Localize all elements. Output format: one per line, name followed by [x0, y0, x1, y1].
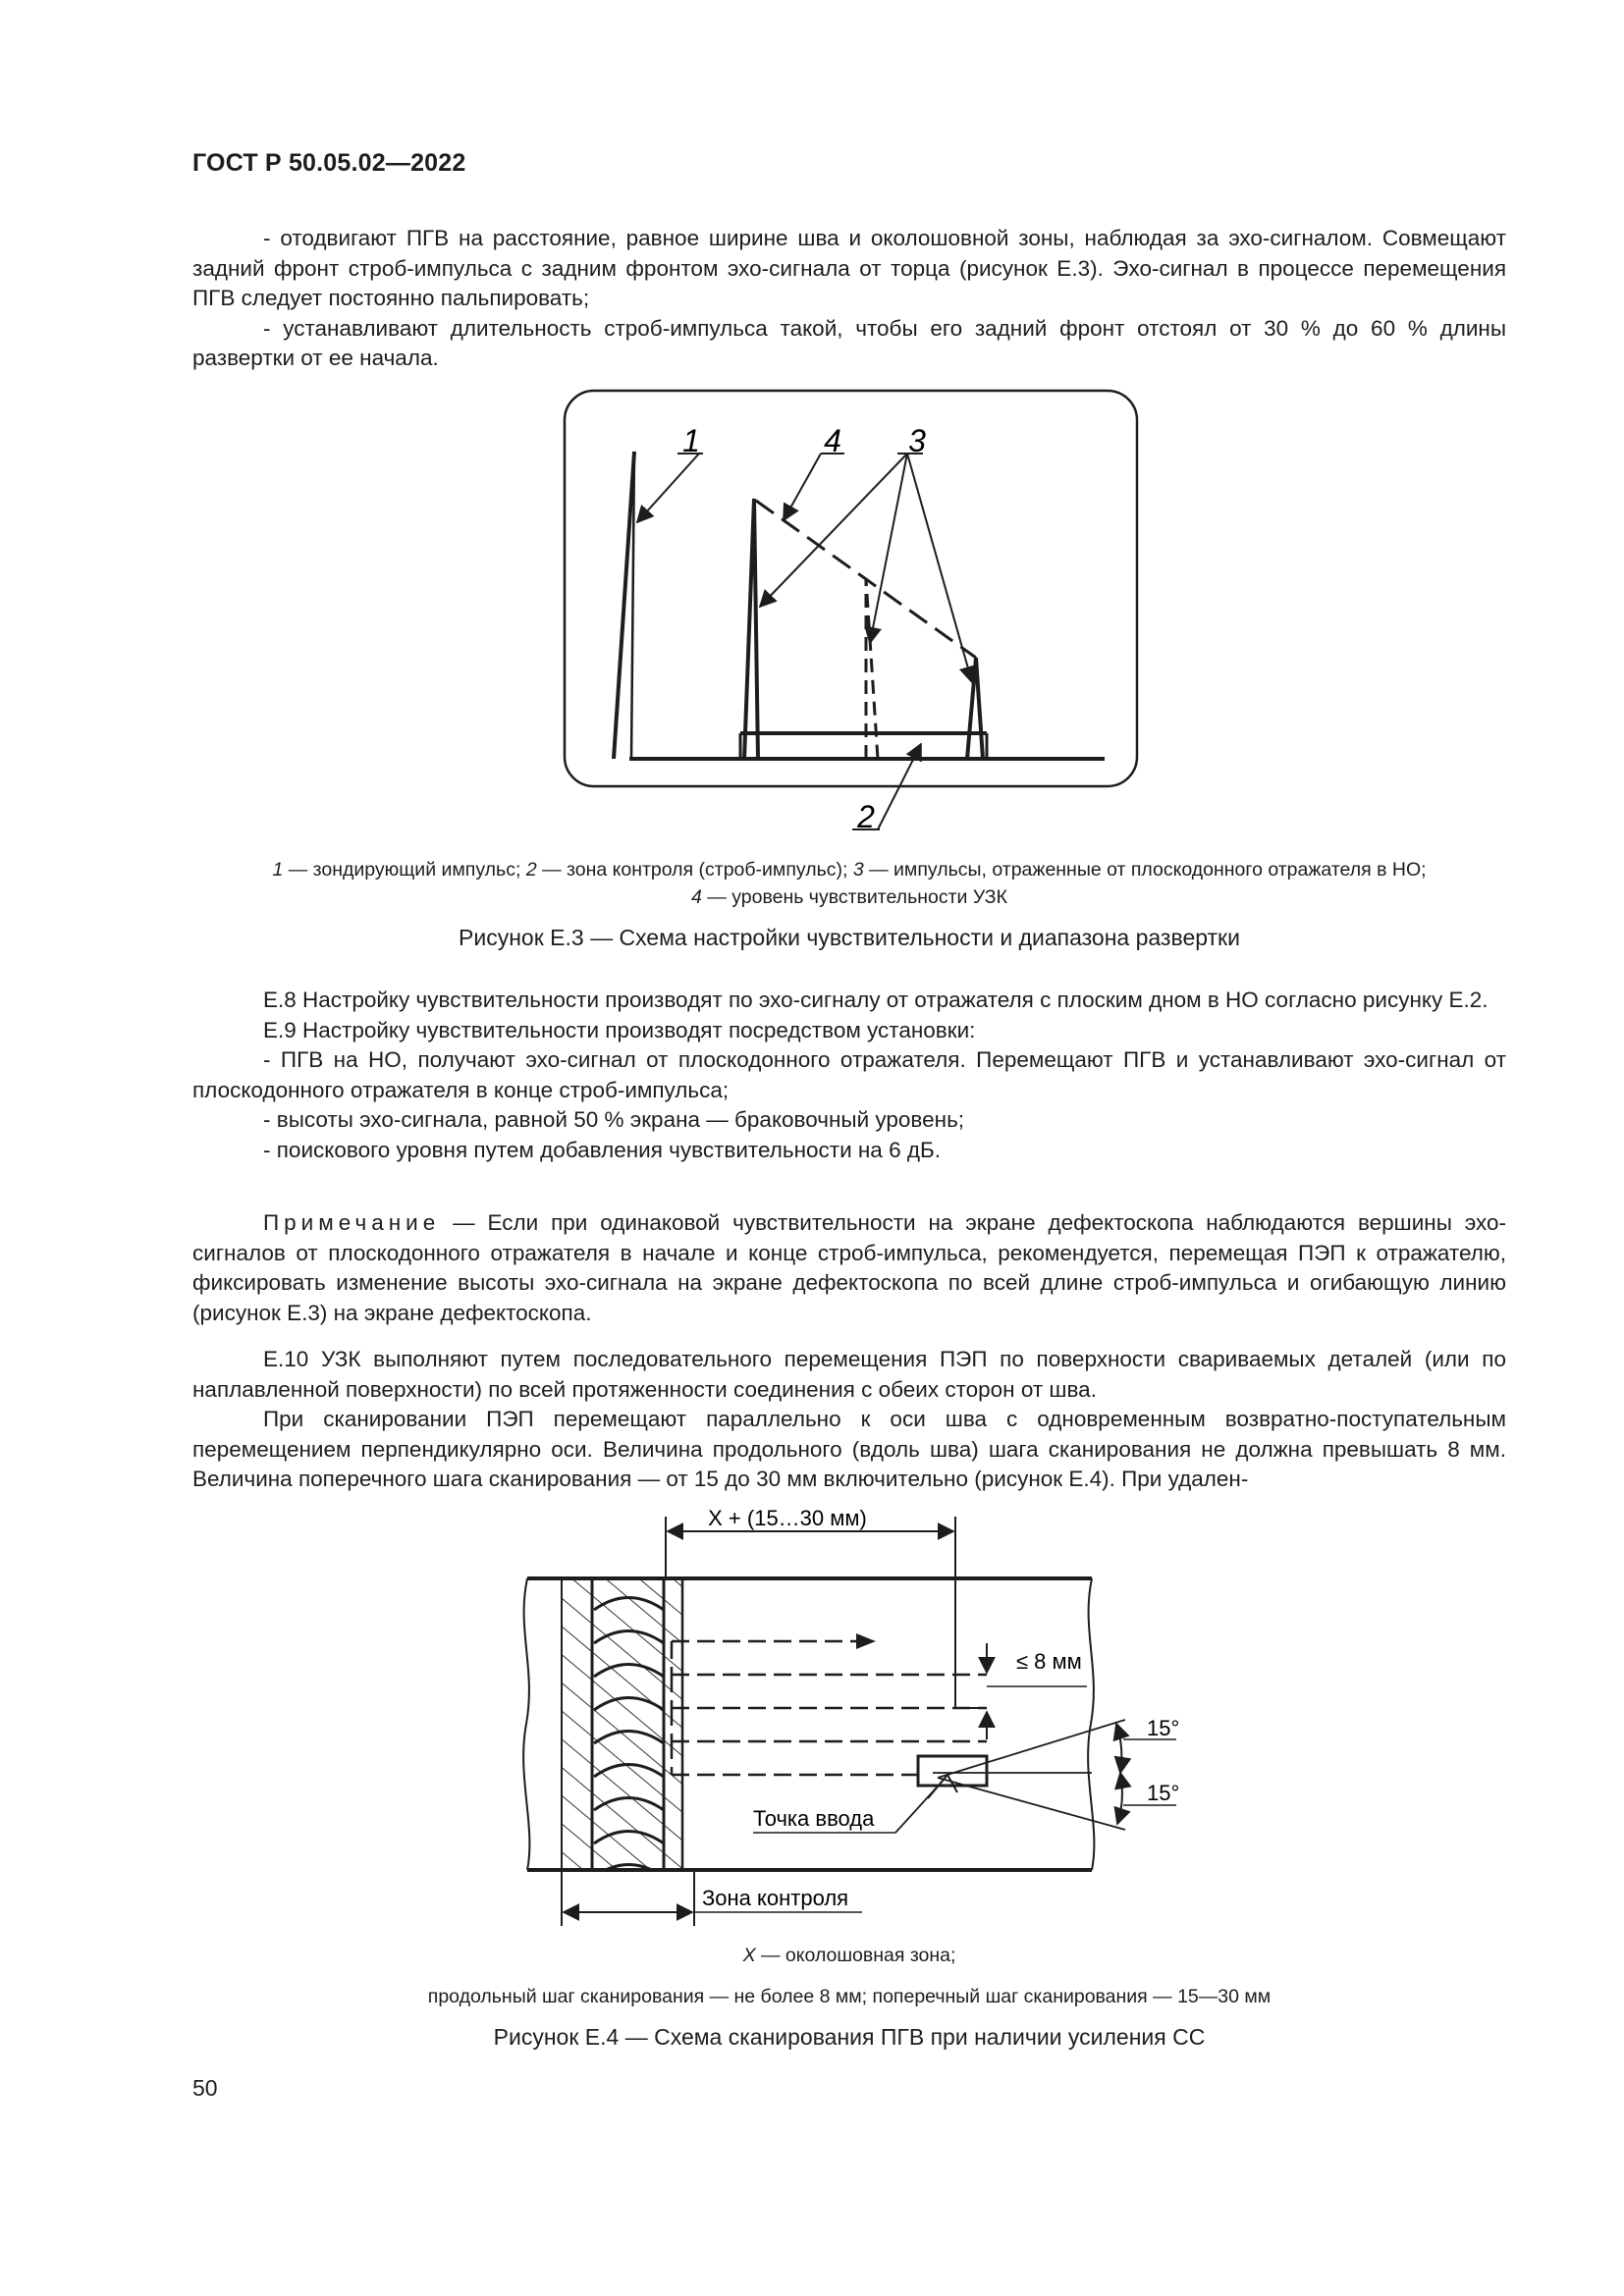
leader-3b [870, 454, 907, 643]
beam-upper [938, 1720, 1125, 1778]
zone-label: Зона контроля [702, 1886, 849, 1910]
legend-line: X — околошовная зона; [742, 1945, 956, 1966]
paragraph: - ПГВ на НО, получают эхо-сигнал от плоскодонного отражателя. Перемещают ПГВ и устанавливают эхо-сигнал от плоскодонного отражателя в конце строб-импульса; [192, 1047, 1506, 1102]
entry-point-label: Точка ввода [753, 1806, 875, 1831]
note-paragraph [192, 1208, 1506, 1328]
figure-e3-caption: Рисунок Е.3 — Схема настройки чувствительности и диапазона развертки [459, 925, 1240, 950]
figure-e4 [0, 1492, 1624, 1983]
dimension-label: X + (15…30 мм) [708, 1506, 867, 1530]
figure-e3 [0, 0, 1624, 883]
angle-top-label: 15° [1147, 1716, 1180, 1740]
paragraph: - высоты эхо-сигнала, равной 50 % экрана — браковочный уровень; [263, 1107, 965, 1133]
paragraph: Е.9 Настройку чувствительности производят посредством установки: [263, 1017, 976, 1042]
plate-break-left [523, 1578, 529, 1870]
note [192, 1208, 1506, 1328]
figure-e4-legend-steps: продольный шаг сканирования — не более 8 мм; поперечный шаг сканирования — 15—30 мм [427, 1986, 1272, 2007]
figure-e4-caption: Рисунок Е.4 — Схема сканирования ПГВ при наличии усиления СС [493, 2024, 1206, 2050]
note-text: — Если при одинаковой чувствительности на экране дефектоскопа наблюдаются вершины эхо-сигналов от плоскодонного отражателя в начале и конце строб-импульса, рекомендуется, перемещая ПЭП к отражателю, фиксировать изменение высоты эхо-сигнала на экране дефектоскопа по всей длине строб-импульса и огибающую линию (рисунок Е.3) на экране дефектоскопа. [192, 1210, 1506, 1325]
leader-3c [907, 454, 972, 682]
leader-4 [784, 454, 821, 520]
paragraph: Е.10 УЗК выполняют путем последовательного перемещения ПЭП по поверхности свариваемых деталей (или по наплавленной поверхности) по всей протяженности соединения с обеих сторон от шва. [192, 1347, 1506, 1402]
legend-line: 4 — уровень чувствительности УЗК [691, 886, 1007, 908]
paragraph: - поискового уровня путем добавления чувствительности на 6 дБ. [263, 1137, 941, 1162]
section-e10 [192, 1345, 1506, 1495]
leader-3a [760, 454, 907, 607]
document-header: ГОСТ Р 50.05.02—2022 [192, 149, 466, 177]
label-2: 2 [857, 799, 875, 834]
label-4: 4 [824, 423, 841, 458]
plate-break-right [1088, 1578, 1094, 1870]
paragraph: Е.8 Настройку чувствительности производят по эхо-сигналу от отражателя с плоским дном в НО согласно рисунку Е.2. [263, 988, 1489, 1012]
label-1: 1 [682, 423, 700, 458]
beam-lower [938, 1778, 1125, 1830]
leader-1 [637, 454, 699, 522]
heat-affected-zone [562, 1578, 592, 1870]
oscilloscope-screen-frame [565, 391, 1137, 786]
weld-bead [592, 1578, 664, 1877]
scan-direction-arrow [856, 1633, 876, 1649]
angle-arc [1116, 1724, 1121, 1773]
page-number: 50 [192, 2075, 218, 2101]
figure-e4-legend [192, 1942, 1506, 1969]
echo-pulse-start [744, 499, 758, 759]
note-label: Примечание [263, 1210, 441, 1235]
angle-bottom-label: 15° [1147, 1781, 1180, 1805]
step-label: ≤ 8 мм [1016, 1649, 1082, 1674]
paragraph: - устанавливают длительность строб-импульса такой, чтобы его задний фронт отстоял от 30 % до 60 % длины развертки от ее начала. [192, 315, 1506, 371]
legend-line: 1 — зондирующий импульс; 2 — зона контроля (строб-импульс); 3 — импульсы, отраженные от плоскодонного отражателя в НО; [272, 859, 1427, 881]
section-e8-e9 [192, 986, 1506, 1166]
paragraph: - отодвигают ПГВ на расстояние, равное ширине шва и околошовной зоны, наблюдая за эхо-сигналом. Совмещают задний фронт строб-импульса с задним фронтом эхо-сигнала от торца (рисунок Е.3). Эхо-сигнал в процессе перемещения ПГВ следует постоянно пальпировать; [192, 226, 1506, 311]
figure-e3-legend [192, 856, 1506, 911]
label-3: 3 [908, 423, 926, 458]
paragraph: При сканировании ПЭП перемещают параллельно к оси шва с одновременным возвратно-поступательным перемещением перпендикулярно оси. Величина продольного (вдоль шва) шага сканирования не должна превышать 8 мм. Величина поперечного шага сканирования — от 15 до 30 мм включительно (рисунок Е.4). При удален- [192, 1407, 1506, 1492]
